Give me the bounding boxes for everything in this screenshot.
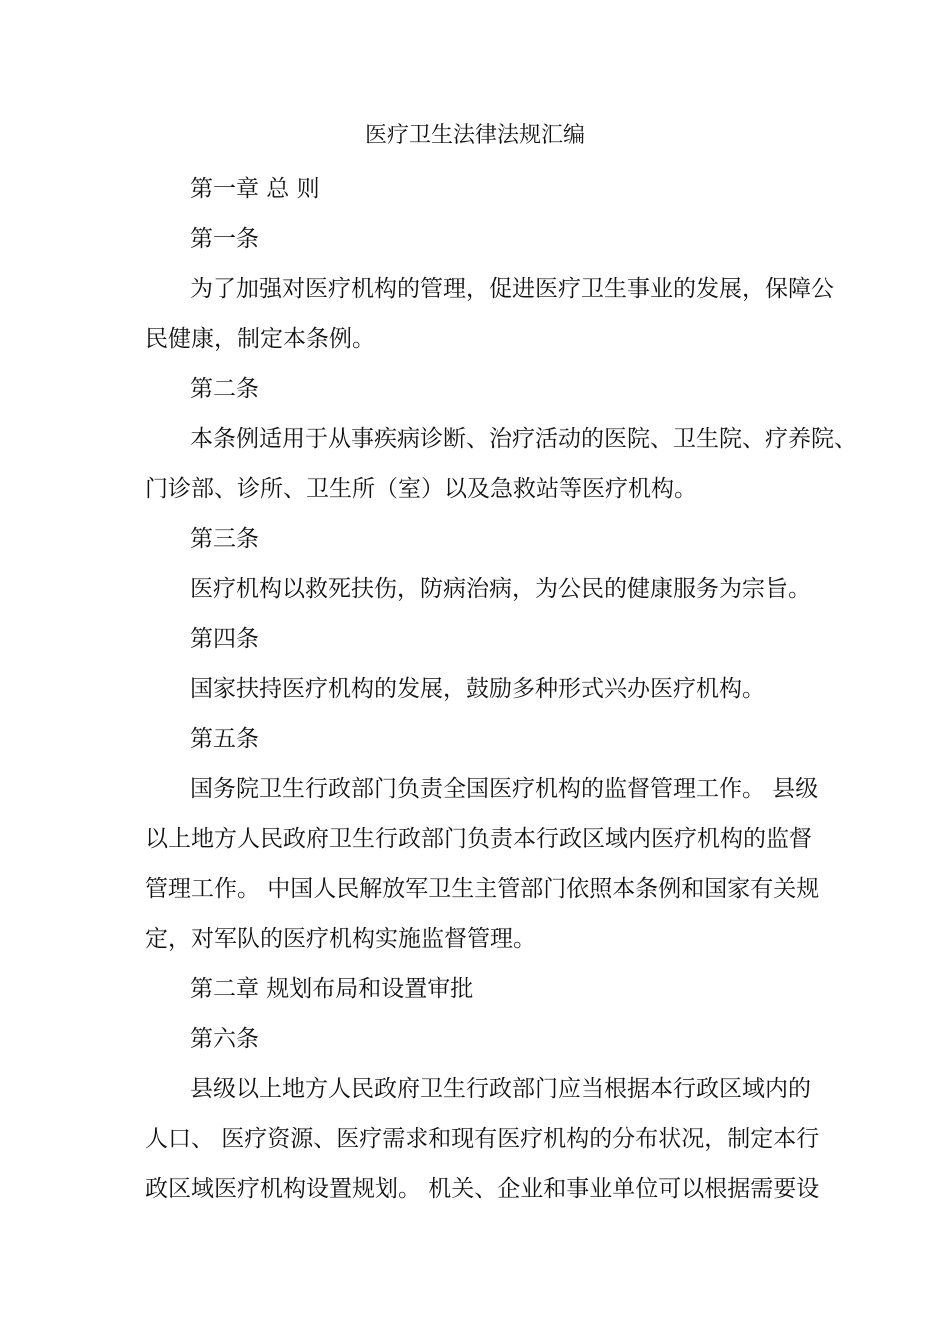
text-line: 第一章 总 则: [190, 176, 320, 202]
text-line: 第二条: [190, 376, 259, 402]
text-line: 第五条: [190, 726, 259, 752]
text-line: 第六条: [190, 1026, 259, 1052]
text-line: 定，对军队的医疗机构实施监督管理。: [145, 926, 536, 952]
text-line: 县级以上地方人民政府卫生行政部门应当根据本行政区域内的: [190, 1076, 811, 1102]
text-line: 门诊部、诊所、卫生所（室）以及急救站等医疗机构。: [145, 476, 697, 502]
text-line: 第三条: [190, 526, 259, 552]
text-line: 民健康，制定本条例。: [145, 326, 375, 352]
text-line: 以上地方人民政府卫生行政部门负责本行政区域内医疗机构的监督: [145, 826, 812, 852]
text-line: 本条例适用于从事疾病诊断、治疗活动的医院、卫生院、疗养院、: [190, 426, 857, 452]
text-line: 人口、 医疗资源、医疗需求和现有医疗机构的分布状况，制定本行: [145, 1126, 820, 1152]
text-line: 第一条: [190, 226, 259, 252]
text-line: 政区域医疗机构设置规划。 机关、企业和事业单位可以根据需要设: [145, 1176, 820, 1202]
text-line: 国家扶持医疗机构的发展，鼓励多种形式兴办医疗机构。: [190, 676, 765, 702]
text-line: 管理工作。 中国人民解放军卫生主管部门依照本条例和国家有关规: [145, 876, 820, 902]
document-title: 医疗卫生法律法规汇编: [364, 123, 585, 148]
text-line: 国务院卫生行政部门负责全国医疗机构的监督管理工作。 县级: [190, 776, 819, 802]
text-line: 为了加强对医疗机构的管理，促进医疗卫生事业的发展，保障公: [190, 276, 834, 302]
document-body: [145, 164, 857, 1214]
text-line: 第二章 规划布局和设置审批: [190, 976, 474, 1002]
text-line: 第四条: [190, 626, 259, 652]
text-line: 医疗机构以救死扶伤，防病治病，为公民的健康服务为宗旨。: [190, 576, 811, 602]
